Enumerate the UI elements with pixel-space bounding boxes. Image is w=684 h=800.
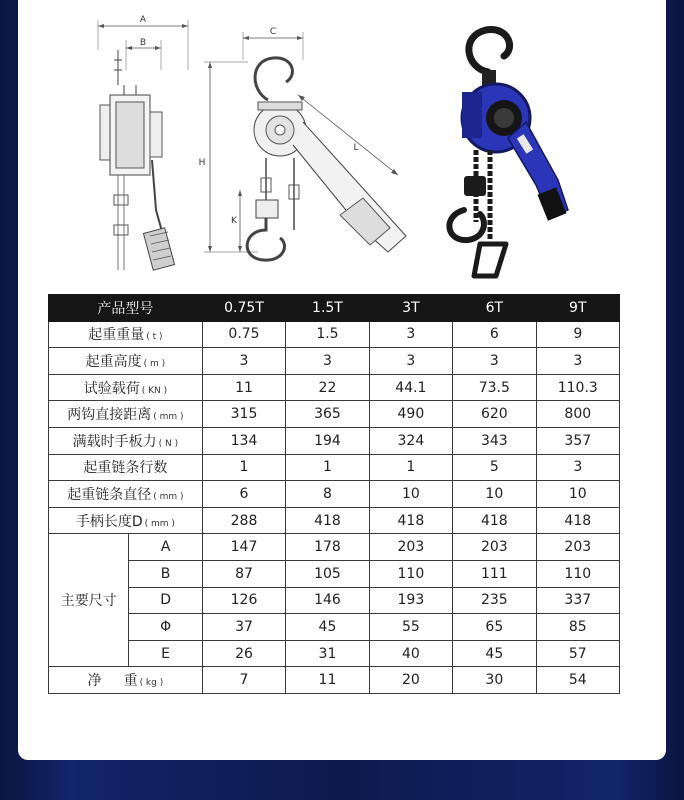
table-cell: 203 (369, 534, 452, 561)
row-label-text: 手柄长度D (75, 513, 143, 530)
dim-label-h: H (198, 158, 206, 168)
row-unit: ( kg ) (139, 678, 164, 689)
table-row (49, 321, 620, 348)
table-cell: 800 (536, 401, 619, 428)
table-cell: 65 (453, 614, 536, 641)
table-cell: 0.75 (202, 321, 285, 348)
table-cell: 1 (286, 454, 369, 481)
table-cell: 3 (369, 348, 452, 375)
header-cell: 1.5T (286, 295, 369, 322)
row-label (49, 454, 203, 481)
dimension-sub-label: D (129, 587, 202, 614)
dim-label-a: A (139, 15, 147, 25)
header-cell: 9T (536, 295, 619, 322)
table-cell: 40 (369, 640, 452, 667)
table-cell: 3 (453, 348, 536, 375)
table-cell: 193 (369, 587, 452, 614)
table-cell: 30 (453, 667, 536, 694)
table-cell: 105 (286, 560, 369, 587)
row-unit: ( KN ) (141, 385, 168, 396)
row-label (49, 481, 203, 508)
table-cell: 3 (202, 348, 285, 375)
table-cell: 357 (536, 427, 619, 454)
table-cell: 324 (369, 427, 452, 454)
row-label (49, 374, 203, 401)
table-row (49, 587, 620, 614)
table-cell: 490 (369, 401, 452, 428)
row-label (49, 348, 203, 375)
table-row (49, 401, 620, 428)
table-cell: 37 (202, 614, 285, 641)
table-cell: 203 (453, 534, 536, 561)
dim-label-k: K (231, 216, 237, 226)
table-cell: 10 (369, 481, 452, 508)
table-cell: 110 (369, 560, 452, 587)
row-label (49, 507, 203, 534)
table-row (49, 427, 620, 454)
table-row (49, 640, 620, 667)
table-cell: 8 (286, 481, 369, 508)
table-cell: 178 (286, 534, 369, 561)
table-cell: 20 (369, 667, 452, 694)
table-cell: 11 (286, 667, 369, 694)
table-cell: 418 (453, 507, 536, 534)
row-label-text: 起重重量 (88, 327, 145, 344)
table-cell: 1 (369, 454, 452, 481)
header-cell: 0.75T (202, 295, 285, 322)
table-cell: 288 (202, 507, 285, 534)
table-cell: 203 (536, 534, 619, 561)
dim-label-c: C (269, 27, 277, 37)
table-cell: 620 (453, 401, 536, 428)
table-header-row (49, 295, 620, 322)
table-cell: 126 (202, 587, 285, 614)
table-cell: 194 (286, 427, 369, 454)
table-cell: 1.5 (286, 321, 369, 348)
table-cell: 315 (202, 401, 285, 428)
side-view-drawing (98, 20, 188, 270)
table-cell: 26 (202, 640, 285, 667)
table-cell: 365 (286, 401, 369, 428)
row-label-text: 两钩直接距离 (67, 407, 152, 424)
net-weight-char-1: 净 (87, 673, 102, 690)
table-cell: 54 (536, 667, 619, 694)
lever-hoist-photo (449, 30, 568, 276)
table-cell: 7 (202, 667, 285, 694)
dimension-sub-label: Φ (129, 614, 202, 641)
table-cell: 10 (536, 481, 619, 508)
table-row (49, 454, 620, 481)
table-cell: 11 (202, 374, 285, 401)
table-cell: 418 (536, 507, 619, 534)
table-cell: 85 (536, 614, 619, 641)
table-cell: 111 (453, 560, 536, 587)
dimensions-group-label: 主要尺寸 (49, 534, 129, 667)
row-label (49, 321, 203, 348)
row-label-text: 起重高度 (85, 353, 142, 370)
table-cell: 44.1 (369, 374, 452, 401)
table-cell: 337 (536, 587, 619, 614)
row-label-text: 起重链条直径 (67, 486, 152, 503)
row-label (49, 401, 203, 428)
row-unit: ( N ) (158, 438, 179, 449)
spec-table (48, 294, 620, 694)
table-row (49, 374, 620, 401)
table-row (49, 560, 620, 587)
row-unit: ( mm ) (144, 518, 175, 529)
dimension-sub-label: B (129, 560, 202, 587)
row-unit: ( t ) (146, 332, 163, 343)
row-label-text: 起重链条行数 (83, 460, 168, 477)
table-cell: 235 (453, 587, 536, 614)
table-row (49, 667, 620, 694)
table-cell: 22 (286, 374, 369, 401)
table-cell: 418 (369, 507, 452, 534)
table-row (49, 348, 620, 375)
content-card (18, 0, 666, 760)
table-cell: 55 (369, 614, 452, 641)
header-cell: 6T (453, 295, 536, 322)
net-weight-label (49, 667, 203, 694)
table-cell: 45 (453, 640, 536, 667)
table-row (49, 534, 620, 561)
row-label-text: 试验载荷 (83, 380, 140, 397)
header-cell: 3T (369, 295, 452, 322)
dim-label-b: B (139, 38, 147, 48)
table-cell: 3 (369, 321, 452, 348)
header-model: 产品型号 (49, 295, 203, 322)
row-unit: ( m ) (143, 358, 166, 369)
table-cell: 6 (453, 321, 536, 348)
table-cell: 10 (453, 481, 536, 508)
table-row (49, 481, 620, 508)
table-cell: 134 (202, 427, 285, 454)
table-cell: 87 (202, 560, 285, 587)
table-cell: 73.5 (453, 374, 536, 401)
table-row (49, 507, 620, 534)
table-cell: 3 (536, 454, 619, 481)
table-cell: 57 (536, 640, 619, 667)
table-cell: 6 (202, 481, 285, 508)
table-cell: 343 (453, 427, 536, 454)
table-cell: 9 (536, 321, 619, 348)
table-cell: 3 (536, 348, 619, 375)
row-unit: ( mm ) (153, 491, 184, 502)
table-cell: 45 (286, 614, 369, 641)
table-cell: 110.3 (536, 374, 619, 401)
table-cell: 1 (202, 454, 285, 481)
table-cell: 418 (286, 507, 369, 534)
table-cell: 3 (286, 348, 369, 375)
net-weight-char-2: 重 (123, 673, 138, 690)
row-label (49, 427, 203, 454)
row-unit: ( mm ) (153, 412, 184, 423)
table-row (49, 614, 620, 641)
table-cell: 5 (453, 454, 536, 481)
dim-label-l: L (353, 143, 359, 153)
row-label-text: 满载时手板力 (72, 433, 157, 450)
table-cell: 146 (286, 587, 369, 614)
dimension-sub-label: A (129, 534, 202, 561)
table-cell: 110 (536, 560, 619, 587)
table-cell: 147 (202, 534, 285, 561)
dimension-sub-label: E (129, 640, 202, 667)
hoist-drawings (18, 0, 666, 288)
table-cell: 31 (286, 640, 369, 667)
